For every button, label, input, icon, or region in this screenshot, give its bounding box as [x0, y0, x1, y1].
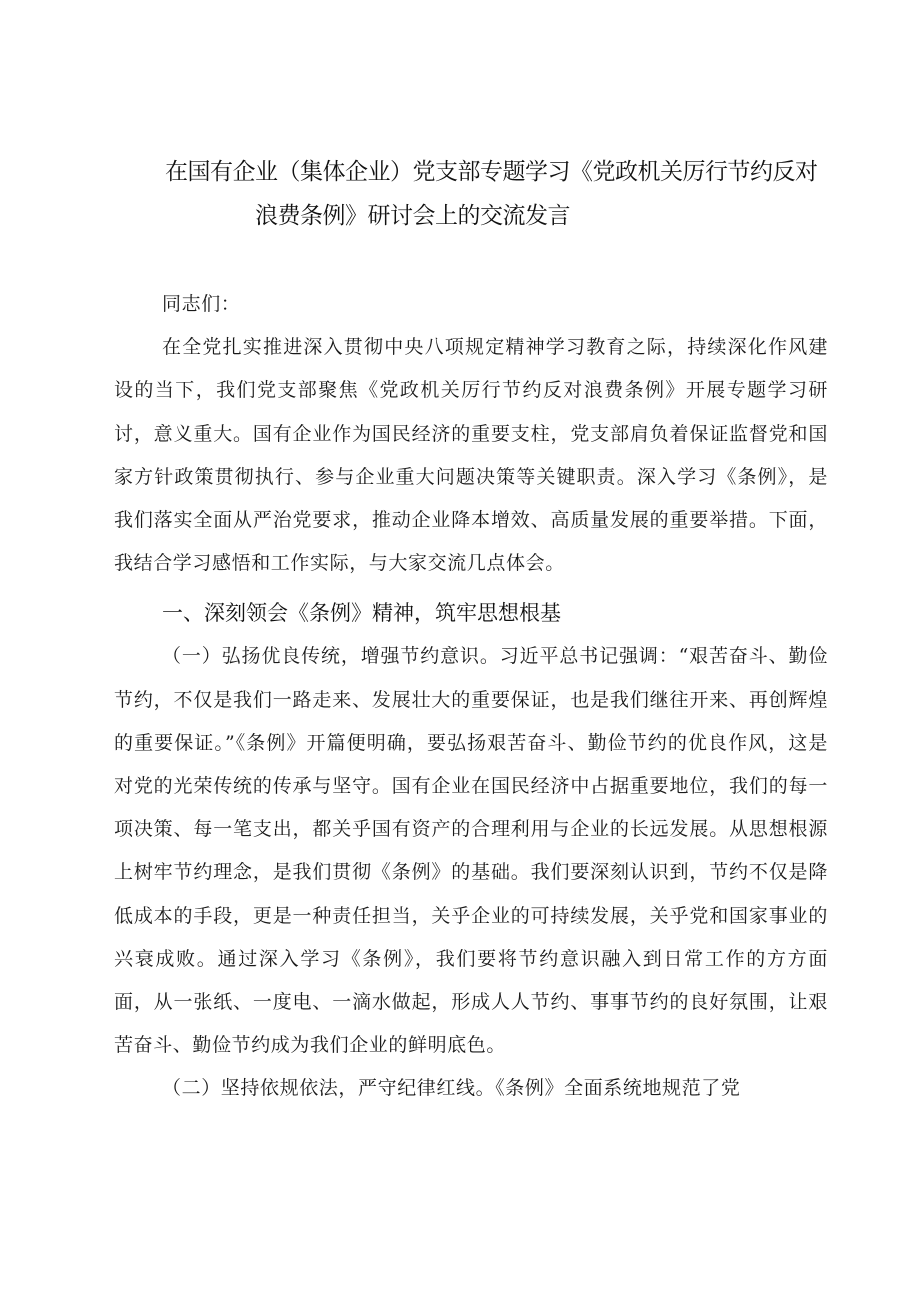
section-heading-1: 一、深刻领会《条例》精神，筑牢思想根基: [162, 601, 561, 626]
section-1-paragraph-2: （二）坚持依规依法，严守纪律红线。《条例》全面系统地规范了党: [162, 1077, 741, 1100]
title-line-1: 在国有企业（集体企业）党支部专题学习《党政机关厉行节约反对: [165, 159, 818, 185]
section-1-paragraph-1: （一）弘扬优良传统，增强节约意识。习近平总书记强调：“艰苦奋斗、勤俭节约，不仅是我们一路走来、发展壮大的重要保证，也是我们继往开来、再创辉煌的重要保证。”《条例》开篇便明确，要弘扬艰苦奋斗、勤俭节约的优良作风，这是对党的光荣传统的传承与坚守。国有企业在国民经济中占据重要地位，我们的每一项决策、每一笔支出，都关乎国有资产的合理利用与企业的长远发展。从思想根源上树牢节约理念，是我们贯彻《条例》的基础。我们要深刻认识到，节约不仅是降低成本的手段，更是一种责任担当，关乎企业的可持续发展，关乎党和国家事业的兴衰成败。通过深入学习《条例》，我们要将节约意识融入到日常工作的方方面面，从一张纸、一度电、一滴水做起，形成人人节约、事事节约的良好氛围，让艰苦奋斗、勤俭节约成为我们企业的鲜明底色。: [114, 645, 828, 1057]
intro-paragraph: 在全党扎实推进深入贯彻中央八项规定精神学习教育之际，持续深化作风建设的当下，我们党支部聚焦《党政机关厉行节约反对浪费条例》开展专题学习研讨，意义重大。国有企业作为国民经济的重要支柱，党支部肩负着保证监督党和国家方针政策贯彻执行、参与企业重大问题决策等关键职责。深入学习《条例》，是我们落实全面从严治党要求，推动企业降本增效、高质量发展的重要举措。下面，我结合学习感悟和工作实际，与大家交流几点体会。: [114, 336, 828, 575]
document-title: [112, 150, 842, 238]
document-body: [114, 283, 828, 1111]
salutation: 同志们：: [162, 293, 241, 315]
title-line-2: 浪费条例》研讨会上的交流发言: [255, 203, 570, 229]
